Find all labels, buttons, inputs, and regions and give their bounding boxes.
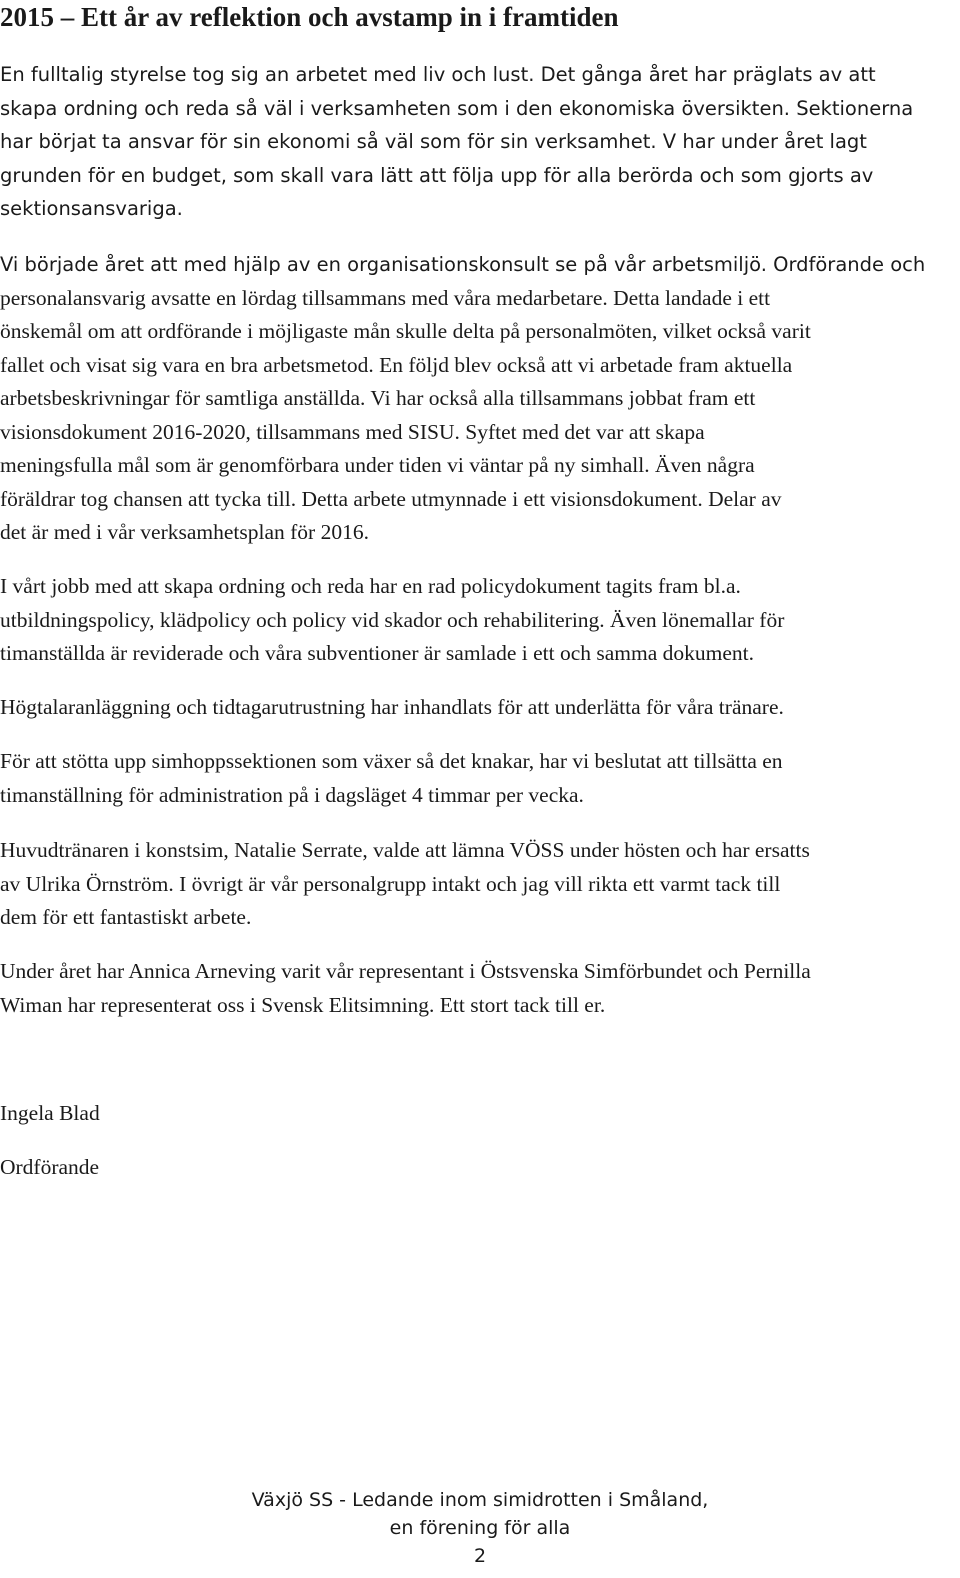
paragraph-line: Wiman har representerat oss i Svensk Elitsimning. Ett stort tack till er. — [0, 992, 606, 1017]
document-title: 2015 – Ett år av reflektion och avstamp in i framtiden — [0, 2, 619, 32]
page-number: 2 — [473, 1545, 487, 1567]
paragraph-line: En fulltalig styrelse tog sig an arbetet med liv och lust. Det gånga året har präglats av att — [0, 63, 876, 86]
paragraph-representatives — [0, 955, 960, 1022]
paragraph-line: Huvudtränaren i konstsim, Natalie Serrate, valde att lämna VÖSS under hösten och har ersatts — [0, 838, 810, 862]
paragraph-line: Vi började året att med hjälp av en organisationskonsult se på vår arbetsmiljö. Ordförande och — [0, 253, 926, 276]
footer-tagline-line2: en förening för alla — [389, 1517, 571, 1539]
paragraph-staff — [0, 834, 960, 935]
paragraph-line: det är med i vår verksamhetsplan för 2016. — [0, 520, 369, 544]
paragraph-line: Högtalaranläggning och tidtagarutrustning har inhandlats för att underlätta för våra tränare. — [0, 695, 784, 719]
signature-role: Ordförande — [0, 1155, 100, 1179]
page-footer — [0, 1486, 960, 1570]
paragraph-equipment — [0, 691, 960, 725]
paragraph-line: utbildningspolicy, klädpolicy och policy vid skador och rehabilitering. Även lönemallar för — [0, 607, 785, 632]
paragraph-line: timanställda är reviderade och våra subventioner är samlade i ett och samma dokument. — [0, 641, 755, 665]
signature-name: Ingela Blad — [0, 1101, 100, 1125]
paragraph-line: fallet och visat sig vara en bra arbetsmetod. En följd blev också att vi arbetade fram aktuella — [0, 352, 793, 377]
paragraph-line: grunden för en budget, som skall vara lätt att följa upp för alla berörda och som gjorts av — [0, 163, 874, 187]
paragraph-line: I vårt jobb med att skapa ordning och reda har en rad policydokument tagits fram bl.a. — [0, 574, 741, 598]
paragraph-line: meningsfulla mål som är genomförbara under tiden vi väntar på ny simhall. Även några — [0, 453, 755, 477]
paragraph-line: timanställning för administration på i dagsläget 4 timmar per vecka. — [0, 782, 584, 807]
paragraph-work-environment — [0, 248, 960, 550]
paragraph-line: skapa ordning och reda så väl i verksamheten som i den ekonomiska översikten. Sektionerna — [0, 96, 914, 120]
paragraph-line: önskemål om att ordförande i möjligaste mån skulle delta på personalmöten, vilket också varit — [0, 319, 811, 343]
signature-block — [0, 1097, 960, 1131]
signature-role-block — [0, 1151, 960, 1185]
footer-tagline-line1: Växjö SS - Ledande inom simidrotten i Småland, — [251, 1489, 709, 1511]
paragraph-line: dem för ett fantastiskt arbete. — [0, 905, 252, 929]
paragraph-line: sektionsansvariga. — [0, 197, 183, 220]
paragraph-policies — [0, 570, 960, 671]
paragraph-line: visionsdokument 2016-2020, tillsammans med SISU. Syftet med det var att skapa — [0, 419, 705, 444]
paragraph-line: arbetsbeskrivningar för samtliga anställda. Vi har också alla tillsammans jobbat fram ett — [0, 386, 756, 410]
paragraph-board-intro — [0, 58, 960, 226]
paragraph-line: av Ulrika Örnström. I övrigt är vår personalgrupp intakt och jag vill rikta ett varmt tack till — [0, 871, 781, 896]
paragraph-line: För att stötta upp simhoppssektionen som växer så det knakar, har vi beslutat att tillsätta en — [0, 749, 783, 773]
paragraph-line: har börjat ta ansvar för sin ekonomi så väl som för sin verksamhet. V har under året lagt — [0, 130, 867, 153]
paragraph-line: föräldrar tog chansen att tycka till. Detta arbete utmynnade i ett visionsdokument. Delar av — [0, 486, 782, 511]
paragraph-line: personalansvarig avsatte en lördag tillsammans med våra medarbetare. Detta landade i ett — [0, 285, 771, 310]
paragraph-line: Under året har Annica Arneving varit vår representant i Östsvenska Simförbundet och Pernilla — [0, 959, 811, 983]
paragraph-diving-section — [0, 745, 960, 812]
